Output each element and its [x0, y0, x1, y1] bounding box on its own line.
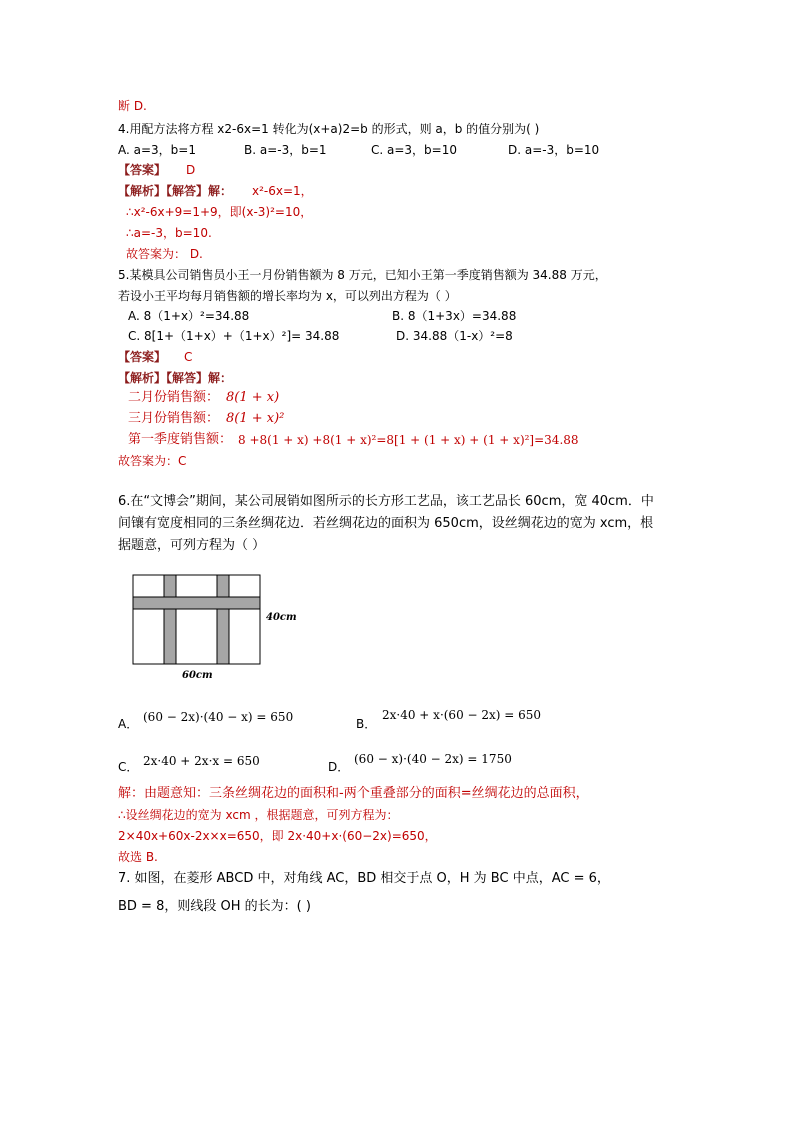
q5-option-d: D. 34.88（1-x）²=8 — [396, 329, 513, 343]
q6-option-d-label: D． — [328, 760, 350, 774]
q6-solution-line-1: 解：由题意知：三条丝绸花边的面积和-两个重叠部分的面积=丝绸花边的总面积， — [118, 786, 589, 801]
q4-option-b: B. a=-3，b=1 — [244, 143, 327, 157]
q4-step-2: ∴x²-6x+9=1+9，即(x-3)²=10， — [126, 205, 313, 219]
q6-option-c: 2x·40 + 2x·x = 650 — [143, 754, 260, 768]
q6-option-d: (60 − x)·(40 − 2x) = 1750 — [354, 752, 512, 766]
q6-solution-line-4: 故选 B. — [118, 850, 158, 864]
q5-answer: C — [184, 350, 193, 364]
q5-stem-line-2: 若设小王平均每月销售额的增长率均为 x，可以列出方程为（ ） — [118, 289, 457, 303]
q5-conclusion: 故答案为：C — [118, 454, 187, 468]
q4-analysis-label: 【解析】【解答】解： — [118, 184, 233, 198]
q5-stem-line-1: 5.某模具公司销售员小王一月份销售额为 8 万元，已知小王第一季度销售额为 34.88 万元， — [118, 268, 607, 282]
q5-option-a: A. 8（1+x）²=34.88 — [128, 309, 250, 323]
q4-option-d: D. a=-3，b=10 — [508, 143, 600, 157]
q4-option-c: C. a=3，b=10 — [371, 143, 457, 157]
q4-answer-label: 【答案】 — [118, 163, 167, 177]
q6-width-label: 60cm — [182, 670, 213, 681]
silk-band-vertical-left — [164, 575, 176, 664]
q6-stem-line-2: 间镶有宽度相同的三条丝绸花边．若丝绸花边的面积为 650cm，设丝绸花边的宽为 xcm，根 — [118, 516, 654, 531]
q6-option-b-label: B． — [356, 717, 377, 731]
q6-figure — [128, 572, 328, 686]
q5-month-2-expr: 8(1 + x) — [226, 390, 280, 405]
q4-step-3: ∴a=-3，b=10. — [126, 226, 212, 240]
q4-option-a: A. a=3，b=1 — [118, 143, 196, 157]
q6-option-c-label: C． — [118, 760, 139, 774]
q5-month-3-label: 三月份销售额： — [128, 411, 220, 426]
q6-option-b: 2x·40 + x·(60 − 2x) = 650 — [382, 708, 542, 722]
q6-stem-line-3: 据题意，可列方程为（ ） — [118, 538, 266, 553]
q6-option-a: (60 − 2x)·(40 − x) = 650 — [143, 710, 294, 724]
q6-stem-line-1: 6.在“文博会”期间，某公司展销如图所示的长方形工艺品，该工艺品长 60cm，宽 40cm．中 — [118, 494, 654, 509]
q7-stem-line-2: BD = 8，则线段 OH 的长为：( ) — [118, 899, 311, 914]
q5-quarter-expr: 8 +8(1 + x) +8(1 + x)²=8[1 + (1 + x) + (1 + x)²]=34.88 — [238, 433, 579, 447]
q4-conclusion: 故答案为： D. — [126, 247, 203, 261]
q5-month-2-label: 二月份销售额： — [128, 390, 220, 405]
q5-answer-label: 【答案】 — [118, 350, 167, 364]
outer-rectangle — [133, 575, 260, 664]
q6-solution-line-2: ∴设丝绸花边的宽为 xcm ，根据题意，可列方程为： — [118, 808, 399, 822]
q5-option-b: B. 8（1+3x）=34.88 — [392, 309, 517, 323]
silk-band-vertical-right — [217, 575, 229, 664]
q4-step-1: x²-6x=1， — [252, 184, 313, 198]
q5-option-c: C. 8[1+（1+x）+（1+x）²]= 34.88 — [128, 329, 340, 343]
q5-quarter-label: 第一季度销售额： — [128, 432, 233, 447]
q4-answer: D — [186, 163, 196, 177]
silk-band-horizontal — [133, 597, 260, 609]
q6-option-a-label: A． — [118, 717, 139, 731]
q6-rectangle-diagram — [128, 572, 328, 682]
q5-month-3-expr: 8(1 + x)² — [226, 411, 285, 426]
q6-height-label: 40cm — [266, 612, 297, 623]
q4-stem: 4.用配方法将方程 x2-6x=1 转化为(x+a)2=b 的形式，则 a，b 的值分别为( ) — [118, 122, 540, 136]
q7-stem-line-1: 7. 如图，在菱形 ABCD 中，对角线 AC，BD 相交于点 O，H 为 BC 中点，AC = 6， — [118, 871, 610, 886]
q5-analysis-label: 【解析】【解答】解： — [118, 371, 233, 385]
q6-solution-line-3: 2×40x+60x-2x×x=650，即 2x·40+x·(60−2x)=650， — [118, 829, 437, 843]
prev-answer-tail: 断 D. — [118, 99, 147, 113]
